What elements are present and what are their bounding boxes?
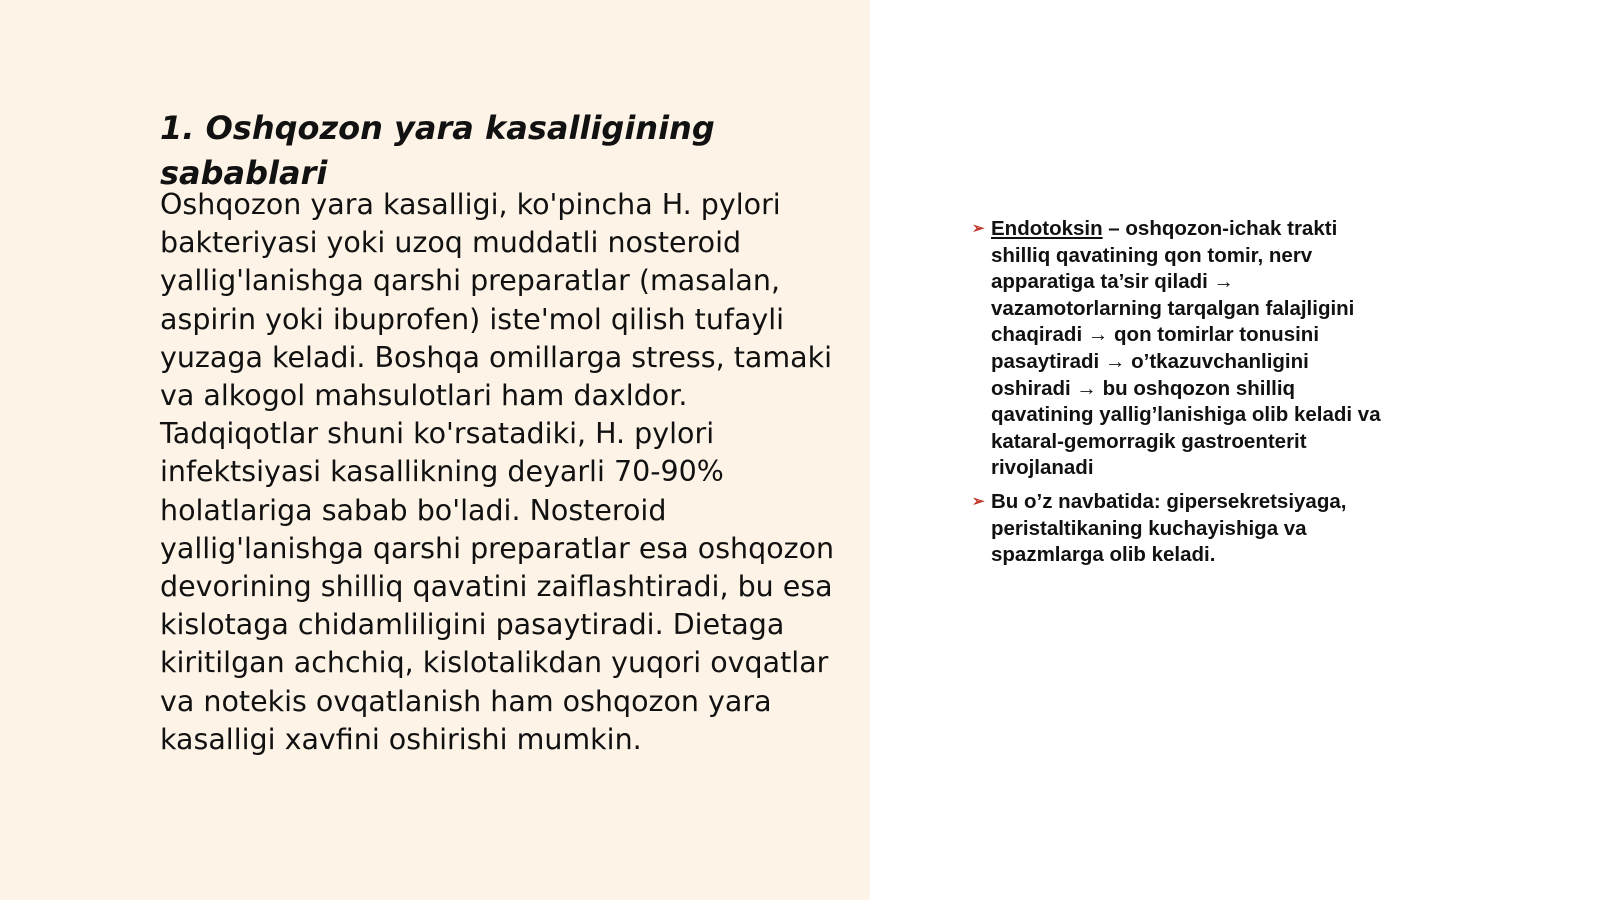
bullet-item-endotoksin — [972, 216, 1392, 482]
bullet-item-effects — [972, 489, 1392, 569]
slide-title: 1. Oshqozon yara kasalligining sabablari — [160, 109, 715, 192]
arrowhead-bullet-icon: ➢ — [972, 492, 985, 510]
arrowhead-bullet-icon: ➢ — [972, 220, 985, 237]
bullet-term: Endotoksin — [991, 217, 1103, 240]
bullet-list — [972, 216, 1392, 576]
bullet-text: – oshqozon-ichak trakti shilliq qavatining qon tomir, nerv apparatiga ta’sir qiladi → vazamotorlarning tarqalgan falajligini chaqiradi → qon tomirlar tonusini pasaytiradi → o’tkazuvchanligini oshiradi → bu oshqozon shilliq qavatining yallig’lanishiga olib keladi va kataral-gemorragik gastroenterit rivojlanadi — [991, 217, 1381, 480]
slide-body-text: Oshqozon yara kasalligi, ko'pincha H. pylori bakteriyasi yoki uzoq muddatli nosteroid yallig'lanishga qarshi preparatlar (masalan, aspirin yoki ibuprofen) iste'mol qilish tufayli yuzaga keladi. Boshqa omillarga stress, tamaki va alkogol mahsulotlari ham daxldor. Tadqiqotlar shuni ko'rsatadiki, H. pylori infektsiyasi kasallikning deyarli 70-90% holatlariga sabab bo'ladi. Nosteroid yallig'lanishga qarshi preparatlar esa oshqozon devorining shilliq qavatini zaiflashtiradi, bu esa kislotaga chidamliligini pasaytiradi. Dietaga kiritilgan achchiq, kislotalikdan yuqori ovqatlar va notekis ovqatlanish ham oshqozon yara kasalligi xavfini oshirishi mumkin. — [160, 188, 835, 756]
bullet-text: Bu o’z navbatida: gipersekretsiyaga, peristaltikaning kuchayishiga va spazmlarga olib keladi. — [991, 489, 1347, 567]
